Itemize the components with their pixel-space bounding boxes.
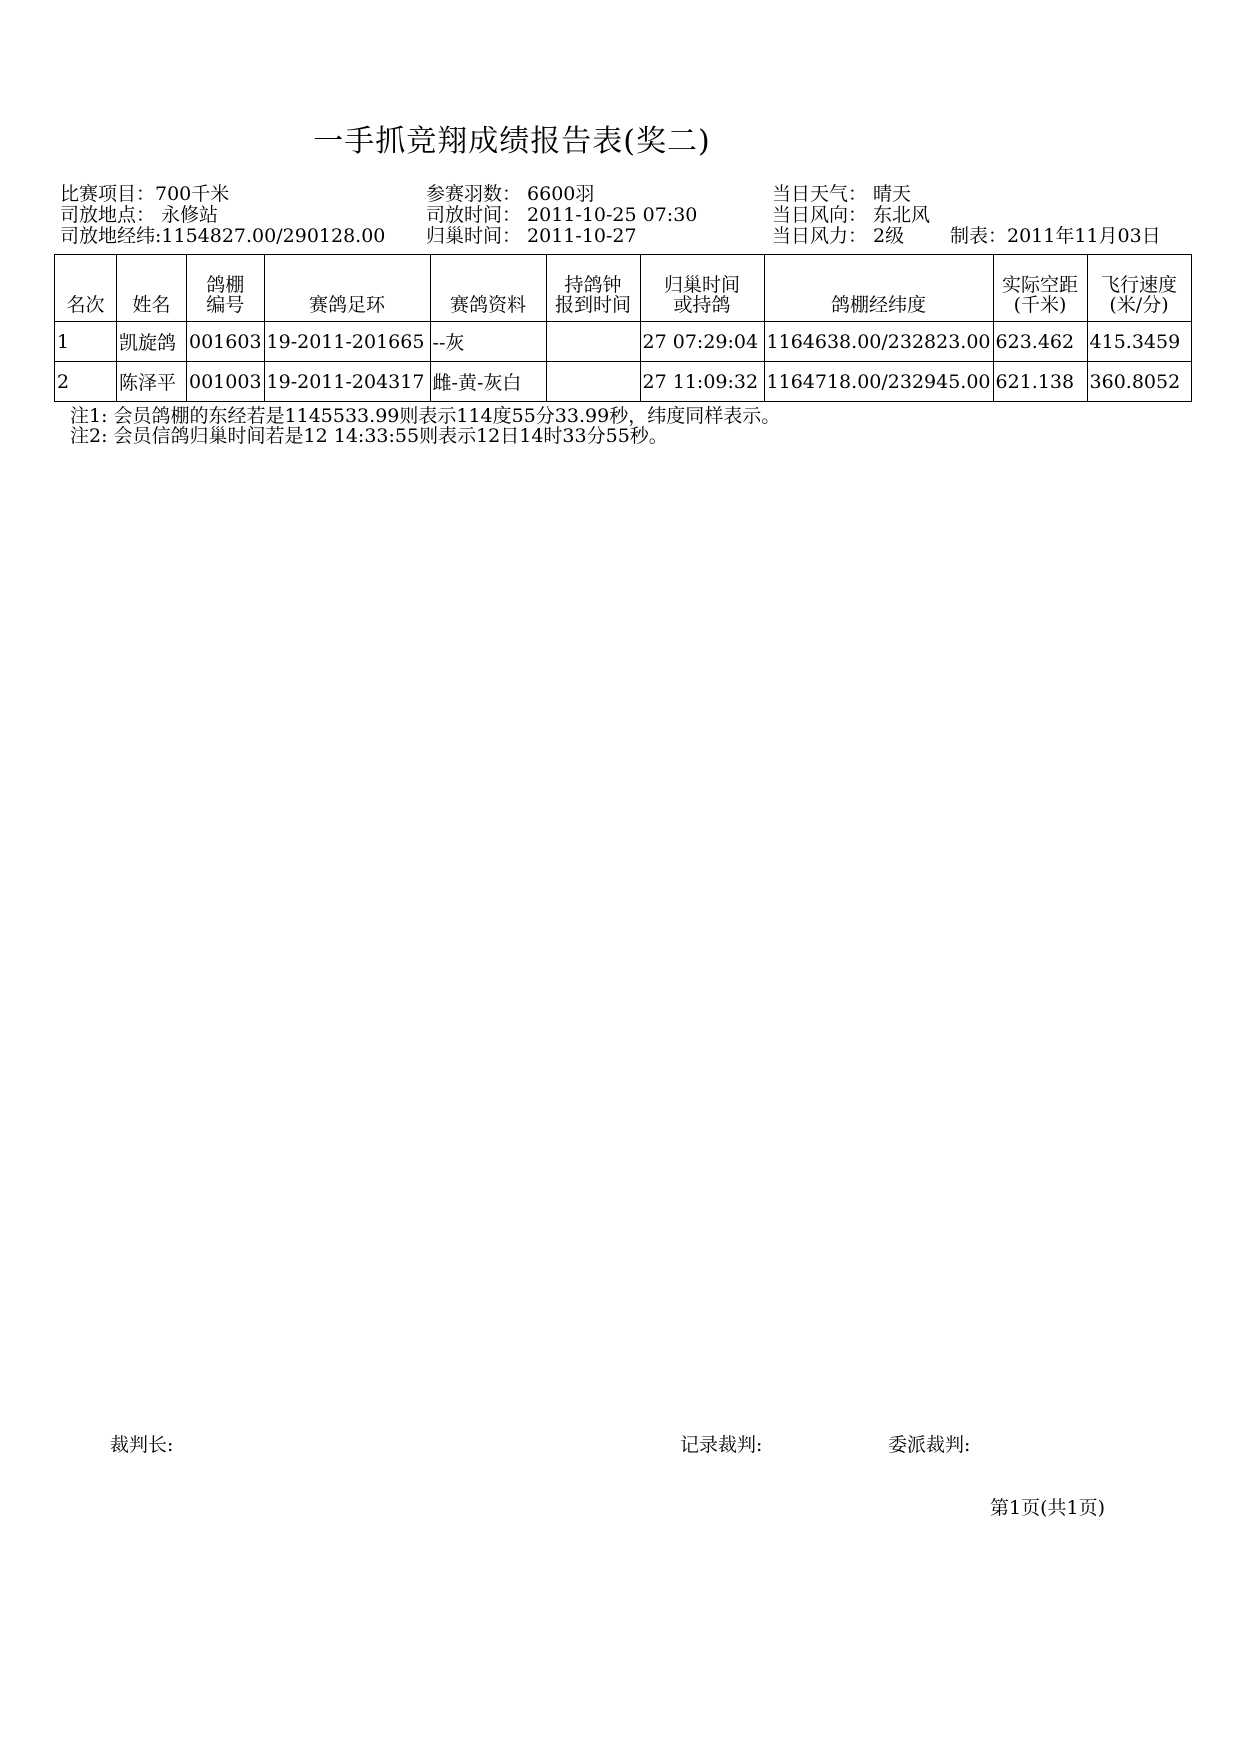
note-longitude: 注1: 会员鸽棚的东经若是1145533.99则表示114度55分33.99秒，纬度同样表示。 [70, 405, 781, 427]
cell-speed: 415.3459 [1087, 322, 1191, 362]
header-label: 鸽棚 [206, 274, 245, 296]
report-date: 制表：2011年11月03日 [950, 225, 1161, 247]
table-row [55, 322, 1192, 362]
header-clock-time [546, 255, 640, 322]
info-column-weather [772, 184, 930, 247]
header-label: (米/分) [1109, 294, 1169, 316]
header-label: 名次 [66, 294, 105, 316]
wind-direction: 当日风向： 东北风 [772, 204, 931, 226]
header-label: 实际空距 [1002, 274, 1079, 296]
cell-ring: 19-2011-201665 [264, 322, 430, 362]
header-rank [55, 255, 117, 322]
info-column-race [60, 184, 385, 247]
page-title: 一手抓竞翔成绩报告表(奖二) [313, 124, 711, 159]
cell-clock-time [546, 362, 640, 402]
cell-name: 凯旋鸽 [117, 322, 187, 362]
header-label: 报到时间 [555, 294, 632, 316]
signature-recording-referee: 记录裁判: [680, 1434, 763, 1456]
release-location: 司放地点： 永修站 [60, 204, 219, 226]
header-bird-info [430, 255, 546, 322]
header-label: 归巢时间 [664, 274, 741, 296]
results-table [54, 254, 1192, 402]
cell-loft-id: 001603 [187, 322, 265, 362]
cell-name: 陈泽平 [117, 362, 187, 402]
entry-count: 参赛羽数： 6600羽 [426, 183, 595, 205]
header-label: 姓名 [132, 294, 171, 316]
note-return-time: 注2: 会员信鸽归巢时间若是12 14:33:55则表示12日14时33分55秒。 [70, 425, 668, 447]
footnotes [70, 406, 780, 446]
table-header-row [55, 255, 1192, 322]
release-coordinates: 司放地经纬:1154827.00/290128.00 [60, 225, 386, 247]
info-column-time [426, 184, 697, 247]
header-loft-coordinates [764, 255, 993, 322]
table-row [55, 362, 1192, 402]
signature-appointed-referee: 委派裁判: [888, 1434, 971, 1456]
cell-distance: 621.138 [993, 362, 1087, 402]
header-speed [1087, 255, 1191, 322]
cell-speed: 360.8052 [1087, 362, 1191, 402]
release-time: 司放时间： 2011-10-25 07:30 [426, 204, 698, 226]
header-label: 飞行速度 [1101, 274, 1178, 296]
header-label: 鸽棚经纬度 [831, 294, 927, 316]
wind-force: 当日风力： 2级 [772, 225, 905, 247]
header-loft-id [187, 255, 265, 322]
cell-return-time: 27 07:29:04 [640, 322, 764, 362]
cell-distance: 623.462 [993, 322, 1087, 362]
header-label: 赛鸽资料 [450, 294, 527, 316]
cell-ring: 19-2011-204317 [264, 362, 430, 402]
race-item: 比赛项目：700千米 [60, 183, 230, 205]
header-label: 或持鸽 [673, 294, 731, 316]
header-label: 赛鸽足环 [309, 294, 386, 316]
cell-loft-coordinates: 1164718.00/232945.00 [764, 362, 993, 402]
header-label: (千米) [1013, 294, 1067, 316]
cell-loft-coordinates: 1164638.00/232823.00 [764, 322, 993, 362]
header-return-time [640, 255, 764, 322]
page-number: 第1页(共1页) [990, 1497, 1106, 1519]
header-name [117, 255, 187, 322]
weather: 当日天气： 晴天 [772, 183, 912, 205]
header-ring [264, 255, 430, 322]
header-distance [993, 255, 1087, 322]
header-label: 持鸽钟 [564, 274, 622, 296]
return-time: 归巢时间： 2011-10-27 [426, 225, 637, 247]
cell-return-time: 27 11:09:32 [640, 362, 764, 402]
signature-chief-referee: 裁判长: [110, 1434, 174, 1456]
cell-bird-info: 雌-黄-灰白 [430, 362, 546, 402]
cell-bird-info: --灰 [430, 322, 546, 362]
cell-clock-time [546, 322, 640, 362]
cell-rank: 2 [55, 362, 117, 402]
cell-rank: 1 [55, 322, 117, 362]
cell-loft-id: 001003 [187, 362, 265, 402]
header-label: 编号 [206, 294, 245, 316]
